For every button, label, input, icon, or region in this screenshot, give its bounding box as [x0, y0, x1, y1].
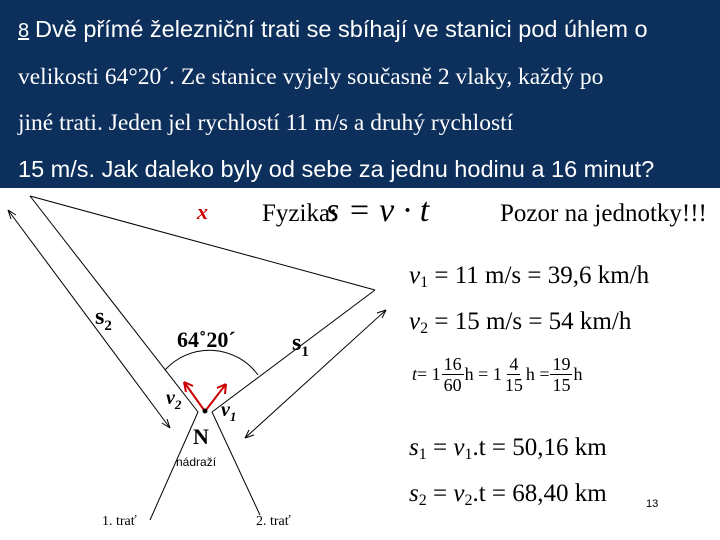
angle-arc — [165, 350, 258, 375]
time-equation: t = 1 $\frac{16}{60}$ h = 1 $\frac{4}{15}$ h = $\frac{19}{15}$ h — [412, 353, 583, 395]
problem-line-2: velikosti 64°20´. Ze stanice vyjely současně 2 vlaky, každý po — [18, 64, 604, 90]
angle-label: 64˚20´ — [177, 327, 236, 352]
problem-number: 8 — [18, 20, 30, 42]
track-2-extension — [212, 412, 260, 515]
problem-line-1: 8 Dvě přímé železniční trati se sbíhají ve stanici pod úhlem o — [18, 16, 648, 42]
station-label: N — [193, 424, 209, 449]
s2-equation: $s_2 = v_2.t = 68,40$ km — [409, 480, 607, 509]
v2-label: $v_2$ — [166, 387, 182, 412]
distance-formula: s = v · t — [326, 192, 430, 229]
fraction-4-15: $\frac{4}{15}$ — [504, 353, 523, 395]
v2-arrow — [184, 382, 204, 410]
s1-equation: $s_1 = v_1.t = 50,16$ km — [409, 434, 607, 463]
s1-dimension-line — [245, 310, 386, 438]
track-1-label: 1. trať — [102, 514, 137, 529]
fraction-16-60: $\frac{16}{60}$ — [443, 353, 462, 395]
problem-line-4: 15 m/s. Jak daleko byly od sebe za jednu hodinu a 16 minut? — [18, 156, 655, 182]
fraction-19-15: $\frac{19}{15}$ — [552, 353, 571, 395]
x-label: x — [197, 199, 208, 224]
page-number: 13 — [646, 498, 659, 510]
track-diagram — [0, 188, 390, 540]
fyzika-label: Fyzika: — [262, 200, 337, 227]
s2-label: $s_2$ — [95, 304, 112, 334]
track-1-line — [30, 196, 198, 412]
problem-text — [18, 6, 708, 192]
units-warning: Pozor na jednotky!!! — [500, 200, 707, 227]
problem-line-3: jiné trati. Jeden jel rychlostí 11 m/s a druhý rychlostí — [18, 110, 514, 136]
station-point — [203, 409, 208, 414]
v1-equation: $v_1 = 11$ m/s = 39,6 km/h — [409, 262, 650, 291]
v2-equation: $v_2 = 15$ m/s = 54 km/h — [409, 308, 632, 337]
v1-label: $v_1$ — [221, 399, 237, 424]
s2-dimension-line — [8, 210, 170, 428]
track-2-label: 2. trať — [256, 514, 291, 529]
station-caption: nádraží — [176, 455, 217, 469]
s1-label: $s_1$ — [292, 330, 309, 360]
